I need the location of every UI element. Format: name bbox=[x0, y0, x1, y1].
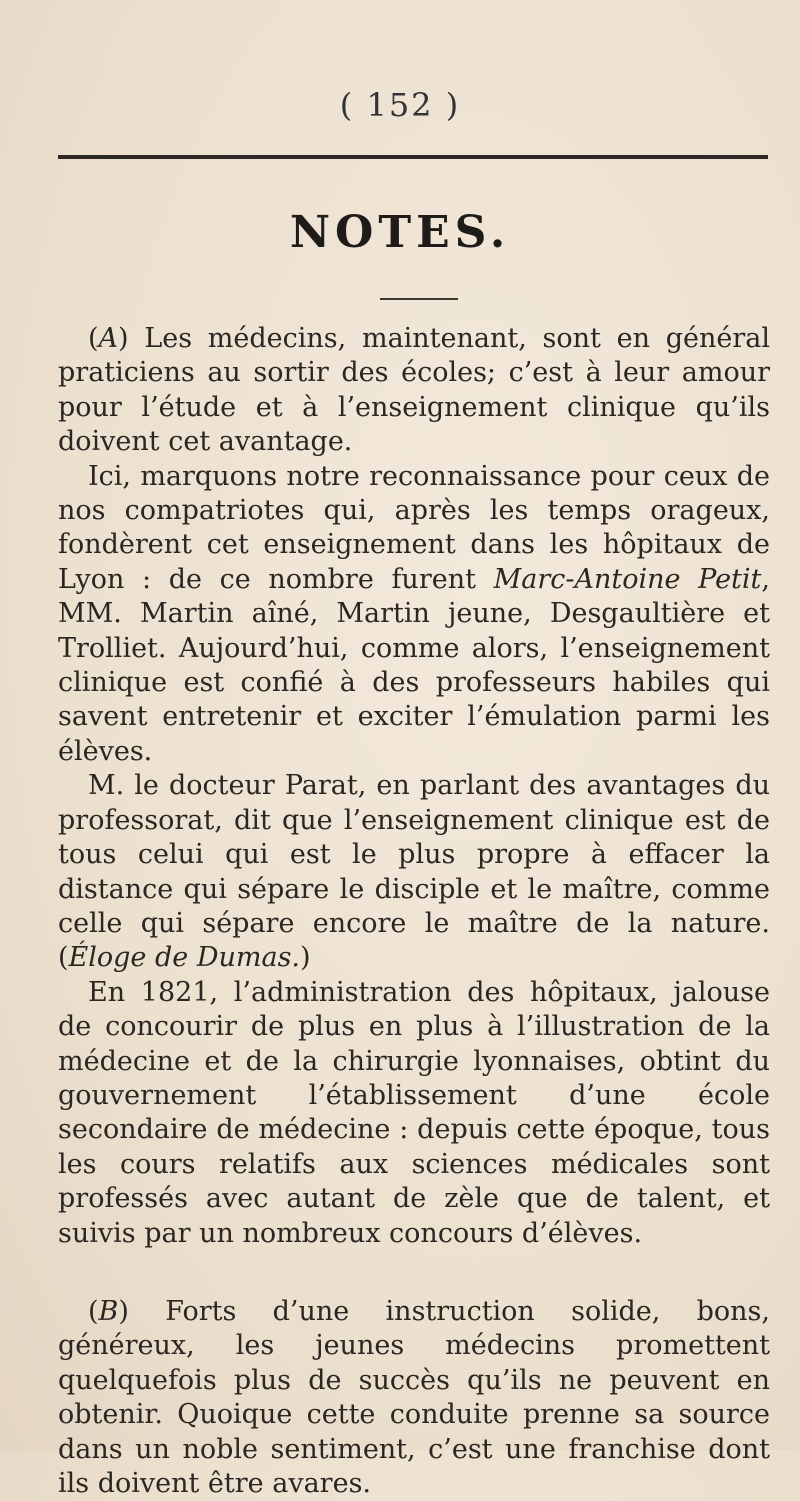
page-title: NOTES. bbox=[289, 207, 511, 258]
citation: Éloge de Dumas. bbox=[68, 942, 301, 974]
note-marker: A bbox=[98, 323, 119, 354]
paragraph-text: En 1821, l’administration des hôpitaux, jalouse de concourir de plus en plus à l’illustration de la médecine et de la chirurgie lyonnaises, obtint du gouvernement l’établissement d’une école secondaire de médecine : depuis cette époque, tous les cours relatifs aux sciences médicales sont professés avec autant de zèle que de talent, et suivis par un nombreux concours d’élèves. bbox=[58, 976, 770, 1249]
notes-section bbox=[58, 322, 770, 1501]
note-a bbox=[58, 322, 770, 1251]
person-name: Marc-Antoine Petit bbox=[493, 563, 762, 595]
paragraph-text: M. le docteur Parat, en parlant des avantages du professorat, dit que l’enseignement clinique est de tous celui qui est le plus propre à effacer la distance qui sépare le disciple et le maître, comme celle qui sépare encore le maître de la nature. ( bbox=[58, 770, 770, 974]
paragraph-text: Les médecins, maintenant, sont en général praticiens au sortir des écoles; c’est à leur amour pour l’étude et à l’enseignement clinique qu’ils doivent cet avantage. bbox=[58, 323, 770, 458]
note-paragraph bbox=[58, 769, 770, 975]
header-rule bbox=[58, 155, 768, 159]
paragraph-text: Forts d’une instruction solide, bons, généreux, les jeunes médecins promettent quelquefois plus de succès qu’ils ne peuvent en obtenir. Quoique cette conduite prenne sa source dans un noble sentiment, c’est une franchise dont ils doivent être avares. bbox=[58, 1295, 770, 1499]
note-b bbox=[58, 1295, 770, 1501]
note-paragraph: (B) Forts d’une instruction solide, bons, généreux, les jeunes médecins promettent quelquefois plus de succès qu’ils ne peuvent en obtenir. Quoique cette conduite prenne sa source dans un noble sentiment, c’est une franchise dont ils doivent être avares. bbox=[58, 1295, 770, 1499]
paragraph-text: , MM. Martin aîné, Martin jeune, Desgaultière et Trolliet. Aujourd’hui, comme alors, l’enseignement clinique est confié à des professeurs habiles qui savent entretenir et exciter l’émulation parmi les élèves. bbox=[58, 563, 770, 767]
page-number: ( 152 ) bbox=[339, 86, 461, 124]
note-marker: B bbox=[98, 1295, 119, 1327]
note-paragraph bbox=[58, 460, 770, 770]
paragraph-text: Ici, marquons notre reconnaissance pour ceux de nos compatriotes qui, après les temps orageux, fondèrent cet enseignement dans les hôpitaux de Lyon : de ce nombre furent bbox=[58, 460, 770, 595]
note-paragraph: (A) Les médecins, maintenant, sont en général praticiens au sortir des écoles; c’est à leur amour pour l’étude et à l’enseignement clinique qu’ils doivent cet avantage. bbox=[58, 323, 770, 458]
title-rule bbox=[380, 298, 458, 300]
paragraph-text: ) bbox=[300, 942, 311, 974]
note-paragraph bbox=[58, 976, 770, 1251]
